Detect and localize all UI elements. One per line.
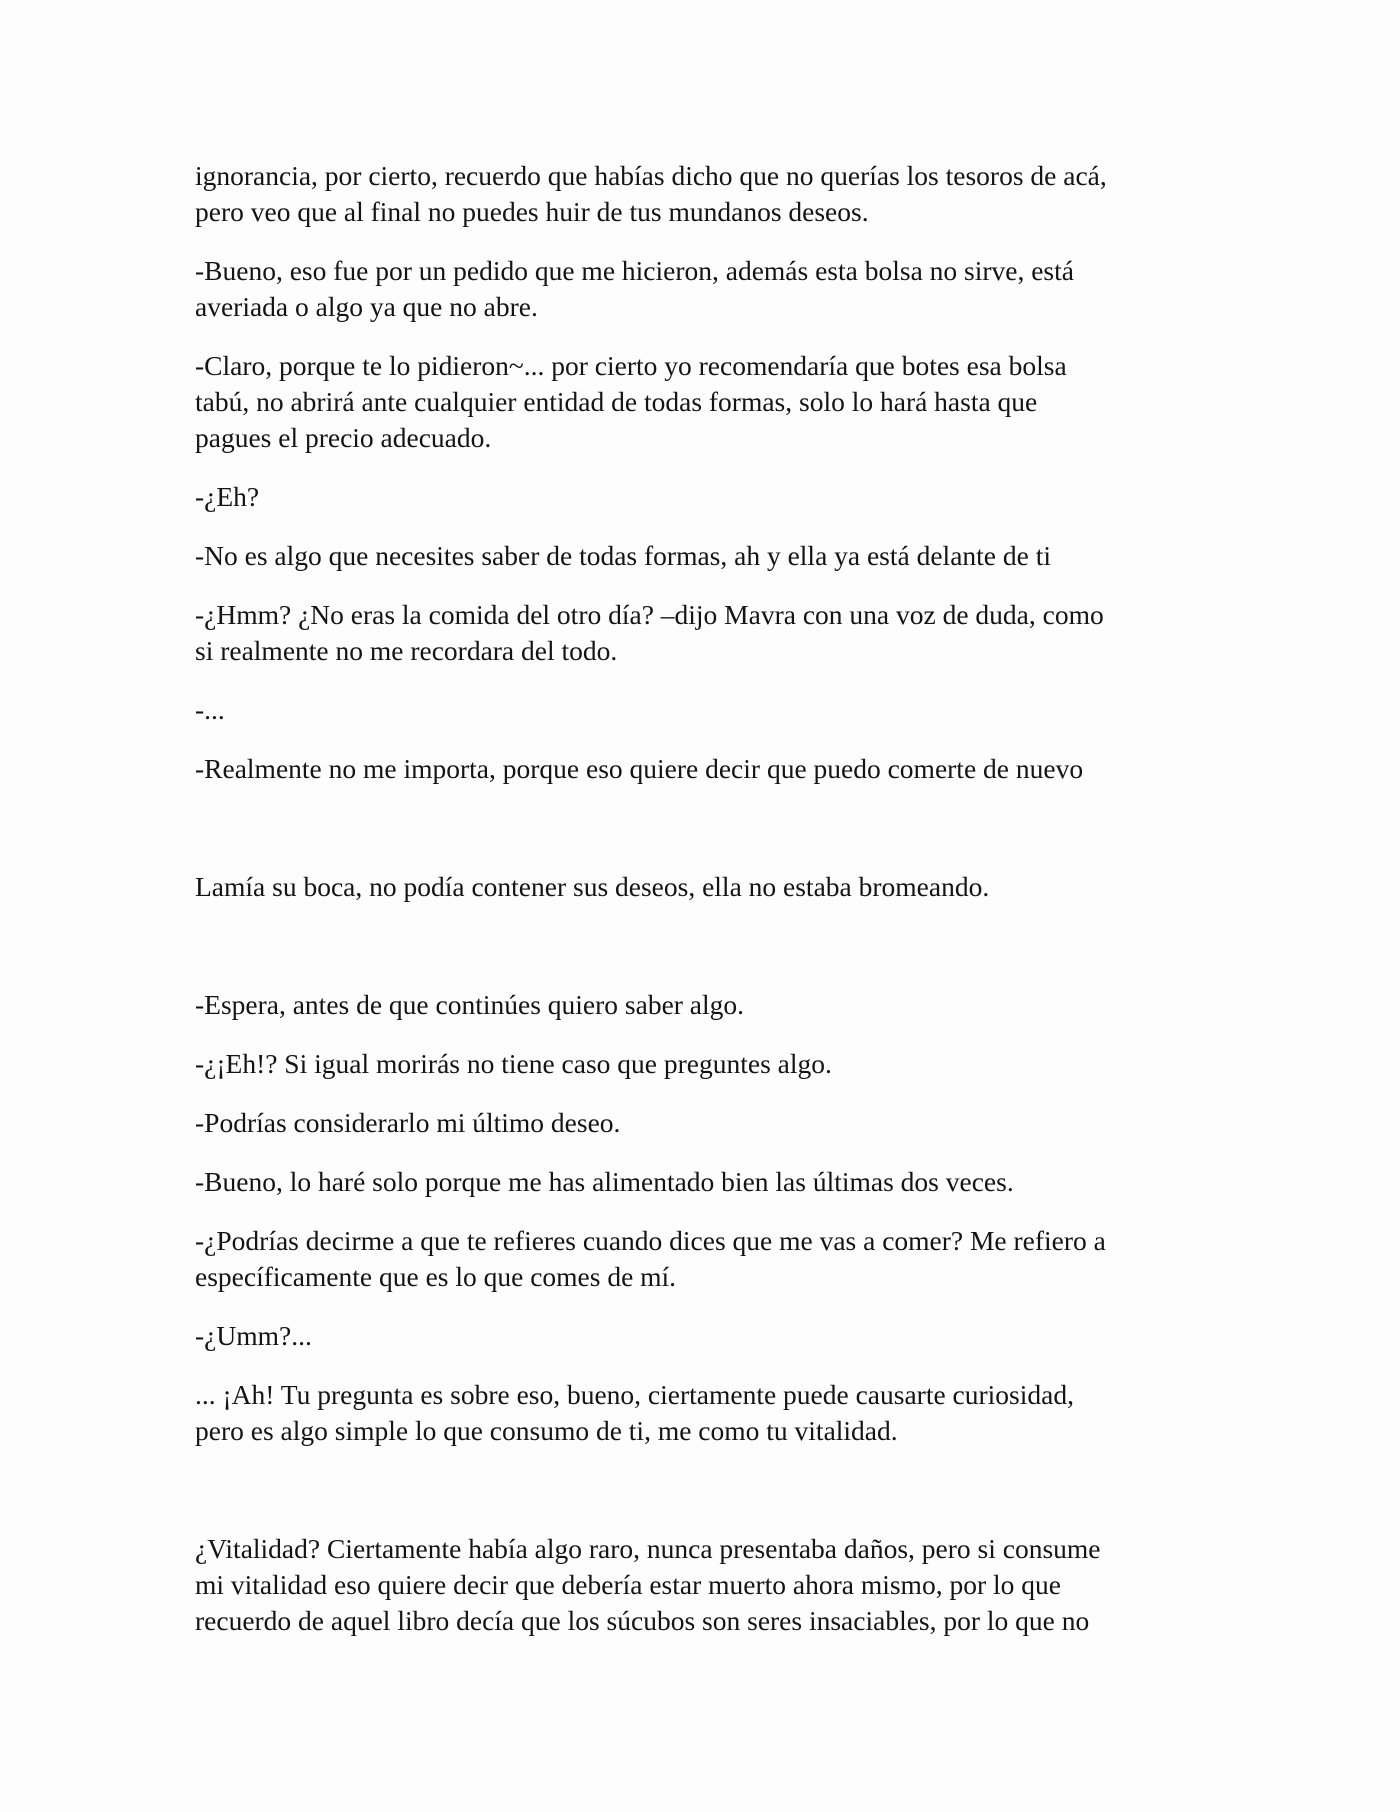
paragraph — [195, 1046, 1225, 1082]
text-line: -¿¡Eh!? Si igual morirás no tiene caso que preguntes algo. — [195, 1048, 832, 1079]
text-line: Lamía su boca, no podía contener sus deseos, ella no estaba bromeando. — [195, 871, 990, 902]
text-line: si realmente no me recordara del todo. — [195, 635, 618, 666]
text-line: -Espera, antes de que continúes quiero saber algo. — [195, 989, 745, 1020]
body-text — [195, 158, 1225, 1662]
paragraph — [195, 692, 1225, 728]
paragraph — [195, 597, 1225, 669]
paragraph — [195, 1105, 1225, 1141]
text-line: -Bueno, lo haré solo porque me has alimentado bien las últimas dos veces. — [195, 1166, 1014, 1197]
text-line: -Claro, porque te lo pidieron~... por cierto yo recomendaría que botes esa bolsa — [195, 350, 1067, 381]
paragraph — [195, 1223, 1225, 1295]
text-line: -Realmente no me importa, porque eso quiere decir que puedo comerte de nuevo — [195, 753, 1084, 784]
text-line: averiada o algo ya que no abre. — [195, 291, 538, 322]
paragraph — [195, 1318, 1225, 1354]
narration-paragraph — [195, 1531, 1225, 1639]
text-line: ... ¡Ah! Tu pregunta es sobre eso, bueno, ciertamente puede causarte curiosidad, — [195, 1379, 1074, 1410]
text-line: -¿Umm?... — [195, 1320, 312, 1351]
paragraph — [195, 253, 1225, 325]
text-line: tabú, no abrirá ante cualquier entidad de todas formas, solo lo hará hasta que — [195, 386, 1038, 417]
text-line: mi vitalidad eso quiere decir que debería estar muerto ahora mismo, por lo que — [195, 1569, 1061, 1600]
paragraph — [195, 158, 1225, 230]
text-line: -Podrías considerarlo mi último deseo. — [195, 1107, 621, 1138]
text-line: específicamente que es lo que comes de mí. — [195, 1261, 677, 1292]
text-line: -¿Hmm? ¿No eras la comida del otro día? –dijo Mavra con una voz de duda, como — [195, 599, 1104, 630]
text-line: -... — [195, 694, 225, 725]
text-line: pagues el precio adecuado. — [195, 422, 492, 453]
paragraph — [195, 751, 1225, 787]
text-line: pero es algo simple lo que consumo de ti, me como tu vitalidad. — [195, 1415, 898, 1446]
text-line: ignorancia, por cierto, recuerdo que habías dicho que no querías los tesoros de acá, — [195, 160, 1107, 191]
text-line: pero veo que al final no puedes huir de tus mundanos deseos. — [195, 196, 869, 227]
text-line: recuerdo de aquel libro decía que los súcubos son seres insaciables, por lo que no — [195, 1605, 1090, 1636]
paragraph — [195, 538, 1225, 574]
text-line: -Bueno, eso fue por un pedido que me hicieron, además esta bolsa no sirve, está — [195, 255, 1074, 286]
paragraph — [195, 1164, 1225, 1200]
text-line: -¿Eh? — [195, 481, 260, 512]
paragraph — [195, 479, 1225, 515]
paragraph — [195, 1377, 1225, 1449]
text-line: -No es algo que necesites saber de todas formas, ah y ella ya está delante de ti — [195, 540, 1051, 571]
text-line: -¿Podrías decirme a que te refieres cuando dices que me vas a comer? Me refiero a — [195, 1225, 1106, 1256]
text-line: ¿Vitalidad? Ciertamente había algo raro, nunca presentaba daños, pero si consume — [195, 1533, 1101, 1564]
paragraph — [195, 987, 1225, 1023]
paragraph — [195, 348, 1225, 456]
narration-paragraph — [195, 869, 1225, 905]
